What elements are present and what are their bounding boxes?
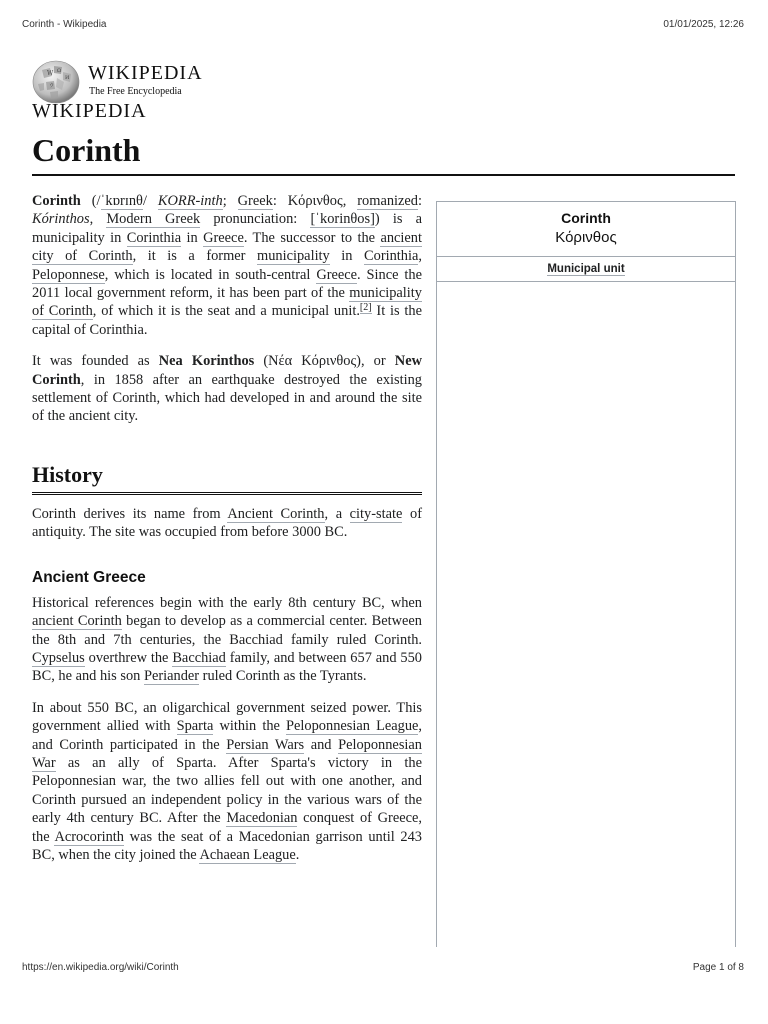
ancient-greece-paragraph-1: Historical references begin with the early 8th century BC, when ancient Corinth began to develop as a commercial center. Between the 8th and 7th centuries, the Bacchiad family ruled Corinth. Cypselus overthrew the Bacchiad family, and between 657 and 550 BC, he and his son Periander ruled Corinth as the Tyrants. [32,594,423,685]
ancient-greece-heading: Ancient Greece [32,568,146,586]
modern-greek-link[interactable]: Modern Greek [106,211,201,228]
ipa-english-link[interactable]: ˈkɒrɪnθ [100,193,143,209]
svg-text:И: И [65,75,70,81]
greece-link[interactable]: Greece [203,229,244,246]
title-divider [32,174,735,176]
svg-text:Ω: Ω [57,68,62,74]
bacchiad-link[interactable]: Bacchiad [172,649,226,666]
lead-paragraph-2: It was founded as Nea Korinthos (Νέα Κόρινθος), or New Corinth, in 1858 after an earthquake destroyed the existing settlement of Corinth, which had developed in and around the site of the ancient city. [32,353,422,425]
lead-paragraph-1: Corinth (/ˈkɒrɪnθ/ KORR-inth; Greek: Κόρινθος, romanized: Kórinthos, Modern Greek pronunciation: [ˈkorinθos]) is a municipality in Corinthia in Greece. The successor to the ancient city of Corinth, it is a former municipality in Corinthia, Peloponnese, which is located in south-central Greece. Since the 2011 local government reform, it has been part of the municipality of Corinth, of which it is the seat and a municipal unit.[2] It is the capital of Corinthia. [32,193,423,338]
macedonian-link[interactable]: Macedonian [226,810,298,827]
page-title: Corinth [32,132,141,168]
ancient-city-link[interactable]: ancient city of Corinth [32,229,423,265]
cypselus-link[interactable]: Cypselus [32,649,85,666]
history-paragraph-1: Corinth derives its name from Ancient Corinth, a city-state of antiquity. The site was occupied from before 3000 BC. [32,505,422,541]
municipal-unit-link[interactable]: Municipal unit [547,263,625,275]
print-footer-url: https://en.wikipedia.org/wiki/Corinth [22,962,179,973]
sparta-link[interactable]: Sparta [176,718,214,735]
greek-language-link[interactable]: Greek [237,193,273,209]
lead-term: Corinth [32,193,81,209]
infobox-name: Corinth [561,210,611,226]
reference-2-link[interactable]: [2] [359,301,372,313]
svg-text:W: W [47,70,54,77]
peloponnese-link[interactable]: Peloponnese [32,266,105,283]
wikipedia-tagline: The Free Encyclopedia [89,86,182,97]
wikipedia-wordmark: WIKIPEDIA [88,62,203,84]
ancient-corinth-link[interactable]: Ancient Corinth [227,505,325,522]
persian-wars-link[interactable]: Persian Wars [226,736,305,753]
svg-text:ウ: ウ [49,83,55,89]
greece-link-2[interactable]: Greece [316,266,358,283]
municipality-link[interactable]: municipality [257,248,330,265]
romanized-link[interactable]: romanized [357,193,418,209]
corinthia-link-2[interactable]: Corinthia [364,248,419,265]
infobox [436,201,736,947]
infobox-native-name: Κόρινθος [555,229,617,246]
ipa-greek-link[interactable]: [ˈkorinθos] [310,211,375,228]
wikipedia-logo[interactable] [32,60,292,102]
respelling-link[interactable]: KORR-inth [157,193,223,209]
print-footer-page: Page 1 of 8 [692,962,744,973]
acrocorinth-link[interactable]: Acrocorinth [54,828,124,845]
history-heading: History [32,462,422,495]
wikipedia-globe-icon [32,60,80,104]
ancient-corinth-link-2[interactable]: ancient Corinth [32,613,122,630]
infobox-type-row [437,256,735,282]
corinthia-link[interactable]: Corinthia [126,229,182,246]
achaean-league-link[interactable]: Achaean League [199,846,296,863]
periander-link[interactable]: Periander [143,668,200,685]
wikipedia-wordmark-secondary[interactable]: WIKIPEDIA [32,100,147,122]
municipality-of-corinth-link[interactable]: municipality of Corinth [32,285,422,320]
peloponnesian-league-link[interactable]: Peloponnesian League [286,718,419,735]
print-header-title: Corinth - Wikipedia [22,19,107,30]
ancient-greece-paragraph-2: In about 550 BC, an oligarchical government seized power. This government allied with Sparta within the Peloponnesian League, and Corinth participated in the Persian Wars and Peloponnesian War as an ally of Sparta. After Sparta's victory in the Peloponnesian war, the two allies fell out with one another, and Corinth pursued an independent policy in the various wars of the early 4th century BC. After the Macedonian conquest of Greece, the Acrocorinth was the seat of a Macedonian garrison until 243 BC, when the city joined the Achaean League. [32,699,423,863]
peloponnesian-war-link[interactable]: Peloponnesian War [32,736,422,771]
article-body [32,192,422,877]
city-state-link[interactable]: city-state [349,505,403,522]
print-header-datetime: 01/01/2025, 12:26 [663,19,744,30]
